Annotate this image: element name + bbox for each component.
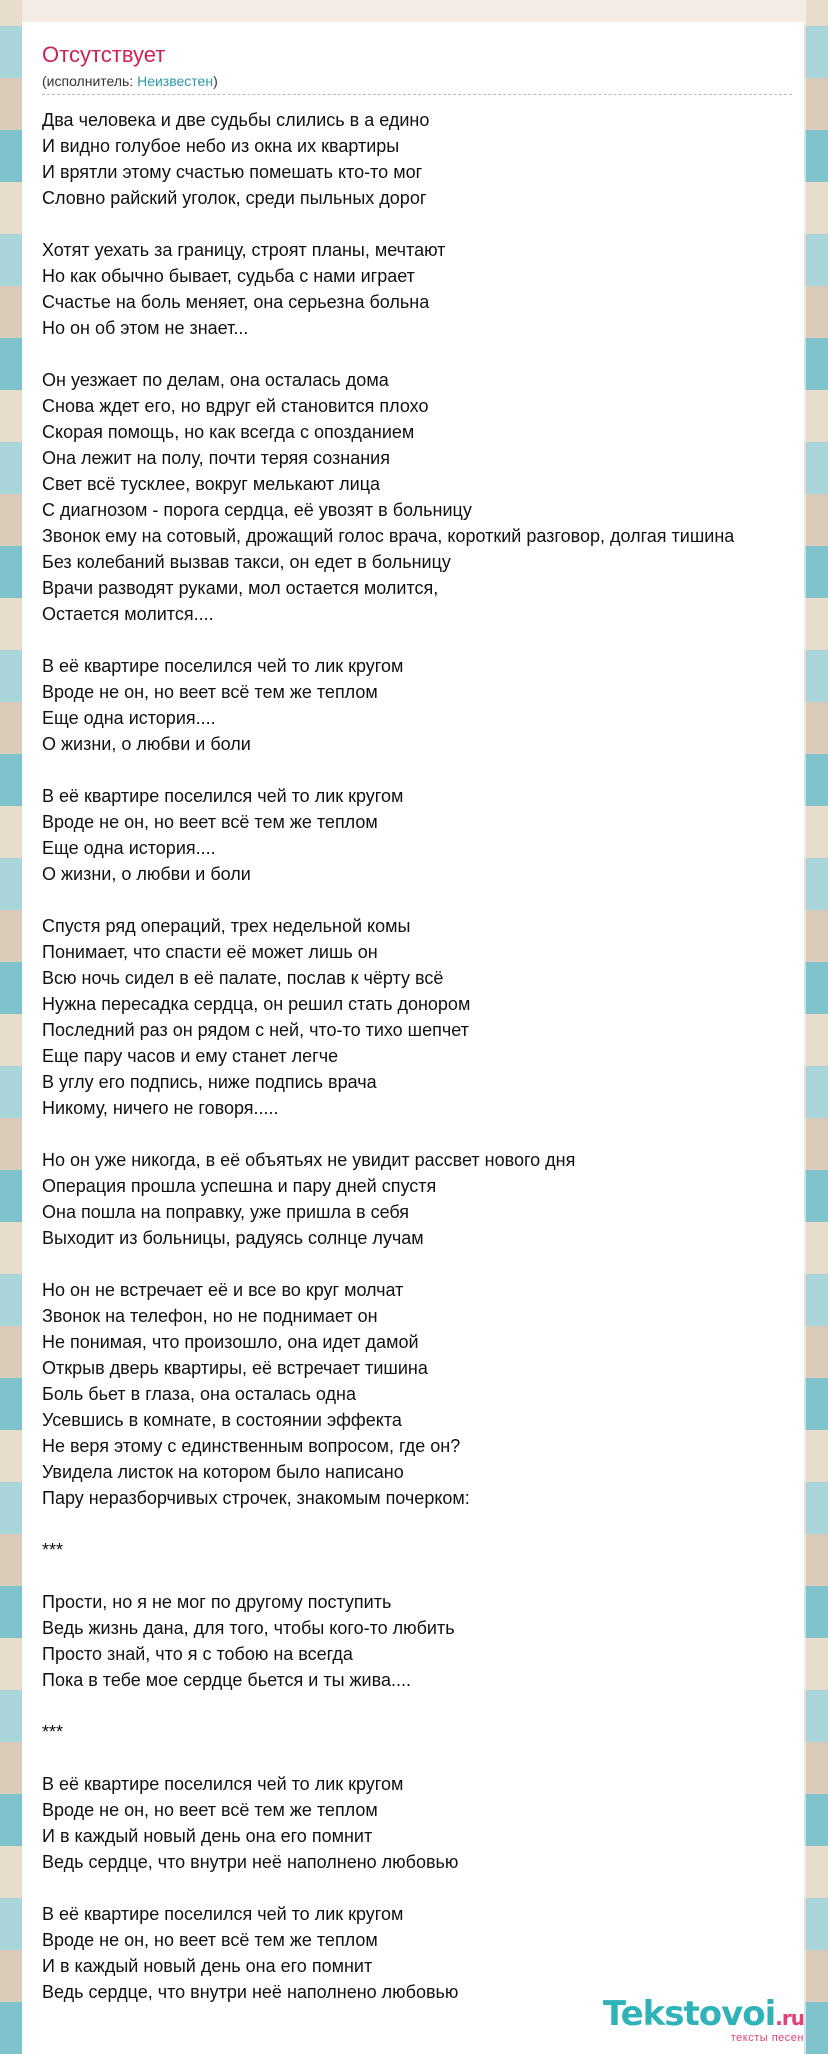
lyric-line: Вроде не он, но веет всё тем же теплом: [42, 682, 378, 702]
stanza-break: [42, 1511, 784, 1537]
lyric-line: Ведь сердце, что внутри неё наполнено любовью: [42, 1982, 459, 2002]
lyric-line: Два человека и две судьбы слились в а едино: [42, 110, 430, 130]
lyric-line: Ведь сердце, что внутри неё наполнено любовью: [42, 1852, 459, 1872]
lyric-line: Не понимая, что произошло, она идет дамой: [42, 1332, 419, 1352]
lyric-line: С диагнозом - порога сердца, её увозят в больницу: [42, 500, 472, 520]
lyric-line: Прости, но я не мог по другому поступить: [42, 1592, 392, 1612]
lyric-line: Снова ждет его, но вдруг ей становится плохо: [42, 396, 429, 416]
lyric-line: Еще одна история....: [42, 838, 216, 858]
lyric-line: Но он уже никогда, в её объятьях не увидит рассвет нового дня: [42, 1150, 576, 1170]
stanza-break: [42, 1563, 784, 1589]
lyric-line: Ведь жизнь дана, для того, чтобы кого-то любить: [42, 1618, 455, 1638]
stanza-break: [42, 627, 784, 653]
lyric-line: Боль бьет в глаза, она осталась одна: [42, 1384, 356, 1404]
lyric-line: Вроде не он, но веет всё тем же теплом: [42, 1800, 378, 1820]
lyric-line: Остается молится....: [42, 604, 214, 624]
lyric-line: Пока в тебе мое сердце бьется и ты жива....: [42, 1670, 411, 1690]
lyric-line: И в каждый новый день она его помнит: [42, 1826, 373, 1846]
artist-line: [42, 72, 792, 95]
logo-name: Tekstovoi: [602, 1994, 776, 2034]
lyric-line: И в каждый новый день она его помнит: [42, 1956, 373, 1976]
artist-suffix: ): [213, 73, 218, 89]
background-stripe-right: [806, 0, 828, 2054]
lyric-line: Но он об этом не знает...: [42, 318, 249, 338]
lyric-line: Врачи разводят руками, мол остается молится,: [42, 578, 439, 598]
lyric-line: Но как обычно бывает, судьба с нами играет: [42, 266, 415, 286]
artist-prefix: (исполнитель:: [42, 73, 138, 89]
stanza-break: [42, 1875, 784, 1901]
lyric-line: Увидела листок на котором было написано: [42, 1462, 404, 1482]
lyric-line: Операция прошла успешна и пару дней спустя: [42, 1176, 437, 1196]
lyric-line: И видно голубое небо из окна их квартиры: [42, 136, 400, 156]
logo-tagline: тексты песен: [730, 2032, 804, 2044]
stanza-break: [42, 211, 784, 237]
lyric-line: Она пошла на поправку, уже пришла в себя: [42, 1202, 410, 1222]
lyric-line: Нужна пересадка сердца, он решил стать донором: [42, 994, 471, 1014]
lyric-line: Всю ночь сидел в её палате, послав к чёрту всё: [42, 968, 444, 988]
lyrics-body: [42, 107, 784, 2005]
lyric-line: В её квартире поселился чей то лик кругом: [42, 1904, 404, 1924]
stanza-break: [42, 1251, 784, 1277]
lyric-line: Звонок ему на сотовый, дрожащий голос врача, короткий разговор, долгая тишина: [42, 526, 735, 546]
lyric-line: Счастье на боль меняет, она серьезна больна: [42, 292, 430, 312]
lyric-line: В её квартире поселился чей то лик кругом: [42, 786, 404, 806]
lyric-line: ***: [42, 1722, 64, 1742]
lyric-line: Он уезжает по делам, она осталась дома: [42, 370, 389, 390]
lyric-line: Без колебаний вызвав такси, он едет в больницу: [42, 552, 451, 572]
lyric-line: И врятли этому счастью помешать кто-то мог: [42, 162, 423, 182]
lyric-line: В углу его подпись, ниже подпись врача: [42, 1072, 377, 1092]
lyric-line: Вроде не он, но веет всё тем же теплом: [42, 812, 378, 832]
stanza-break: [42, 341, 784, 367]
lyric-line: ***: [42, 1540, 64, 1560]
stanza-break: [42, 1745, 784, 1771]
stanza-break: [42, 1693, 784, 1719]
artist-link[interactable]: Неизвестен: [137, 73, 214, 89]
site-logo[interactable]: [603, 1996, 804, 2044]
stanza-break: [42, 887, 784, 913]
lyric-line: Выходит из больницы, радуясь солнце лучам: [42, 1228, 424, 1248]
lyric-line: В её квартире поселился чей то лик кругом: [42, 656, 404, 676]
lyric-line: Открыв дверь квартиры, её встречает тишина: [42, 1358, 428, 1378]
lyric-line: В её квартире поселился чей то лик кругом: [42, 1774, 404, 1794]
stanza-break: [42, 757, 784, 783]
lyric-line: Скорая помощь, но как всегда с опозданием: [42, 422, 415, 442]
lyric-line: Спустя ряд операций, трех недельной комы: [42, 916, 411, 936]
song-title: Отсутствует: [42, 42, 166, 67]
lyric-line: О жизни, о любви и боли: [42, 734, 251, 754]
background-stripe-left: [0, 0, 22, 2054]
lyric-line: Она лежит на полу, почти теряя сознания: [42, 448, 390, 468]
lyric-line: Свет всё тусклее, вокруг мелькают лица: [42, 474, 381, 494]
lyric-line: Никому, ничего не говоря.....: [42, 1098, 279, 1118]
lyric-line: Звонок на телефон, но не поднимает он: [42, 1306, 378, 1326]
lyric-line: Просто знай, что я с тобою на всегда: [42, 1644, 353, 1664]
lyric-line: Понимает, что спасти её может лишь он: [42, 942, 378, 962]
lyric-line: Хотят уехать за границу, строят планы, мечтают: [42, 240, 446, 260]
lyrics-card: [22, 22, 804, 2054]
lyric-line: Еще одна история....: [42, 708, 216, 728]
lyric-line: Пару неразборчивых строчек, знакомым почерком:: [42, 1488, 470, 1508]
lyric-line: Словно райский уголок, среди пыльных дорог: [42, 188, 427, 208]
lyric-line: Усевшись в комнате, в состоянии эффекта: [42, 1410, 402, 1430]
stanza-break: [42, 1121, 784, 1147]
logo-tld: .ru: [775, 2006, 804, 2030]
lyric-line: Последний раз он рядом с ней, что-то тихо шепчет: [42, 1020, 469, 1040]
lyric-line: Но он не встречает её и все во круг молчат: [42, 1280, 404, 1300]
lyric-line: Еще пару часов и ему станет легче: [42, 1046, 339, 1066]
lyric-line: Вроде не он, но веет всё тем же теплом: [42, 1930, 378, 1950]
lyric-line: Не веря этому с единственным вопросом, где он?: [42, 1436, 461, 1456]
lyric-line: О жизни, о любви и боли: [42, 864, 251, 884]
